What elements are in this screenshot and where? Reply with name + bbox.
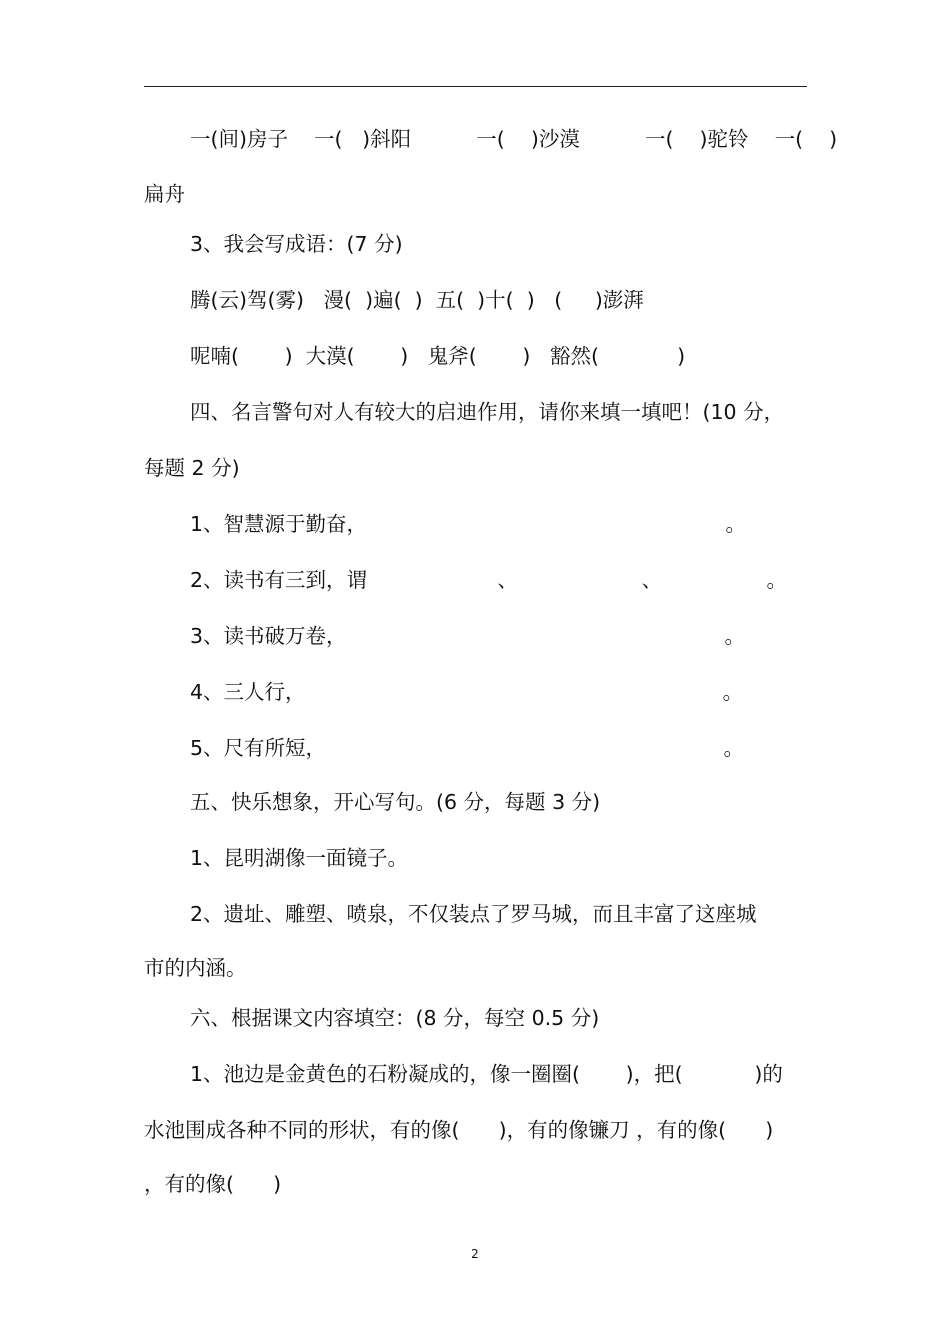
section-four-heading-cont: 每题 2 分) [144,456,240,480]
measure-words-line: 一(间)房子 一( )斜阳 一( )沙漠 一( )驼铃 一( ) [190,127,838,151]
quote-item-5: 5、尺有所短， 。 [190,736,745,760]
fill-blank-line-3: ，有的像( ) [144,1172,282,1196]
section-four-heading: 四、名言警句对人有较大的启迪作用，请你来填一填吧！(10 分， [190,400,785,424]
sentence-item-1: 1、昆明湖像一面镜子。 [190,846,409,870]
fill-blank-line-2: 水池围成各种不同的形状，有的像( )，有的像镰刀 ，有的像( ) [144,1118,774,1142]
section-six-heading: 六、根据课文内容填空：(8 分，每空 0.5 分) [190,1006,600,1030]
quote-item-2: 2、读书有三到，谓 、 、 。 [190,568,787,592]
sentence-item-2-cont: 市的内涵。 [144,956,247,980]
quote-item-1: 1、智慧源于勤奋， 。 [190,512,746,536]
idiom-heading: 3、我会写成语：(7 分) [190,232,403,256]
sentence-item-2: 2、遗址、雕塑、喷泉，不仅装点了罗马城，而且丰富了这座城 [190,902,757,926]
idiom-line-1: 腾(云)驾(雾) 漫( )遍( ) 五( )十( ) ( )澎湃 [190,288,644,312]
idiom-line-2: 呢喃( ) 大漠( ) 鬼斧( ) 豁然( ) [190,344,686,368]
measure-words-line-cont: 扁舟 [144,182,185,206]
section-five-heading: 五、快乐想象，开心写句。(6 分，每题 3 分) [190,790,601,814]
quote-item-4: 4、三人行， 。 [190,680,744,704]
quote-item-3: 3、读书破万卷， 。 [190,624,745,648]
page-number: 2 [471,1247,479,1261]
fill-blank-line-1: 1、池边是金黄色的石粉凝成的，像一圈圈( )，把( )的 [190,1062,783,1086]
header-rule [144,86,807,87]
